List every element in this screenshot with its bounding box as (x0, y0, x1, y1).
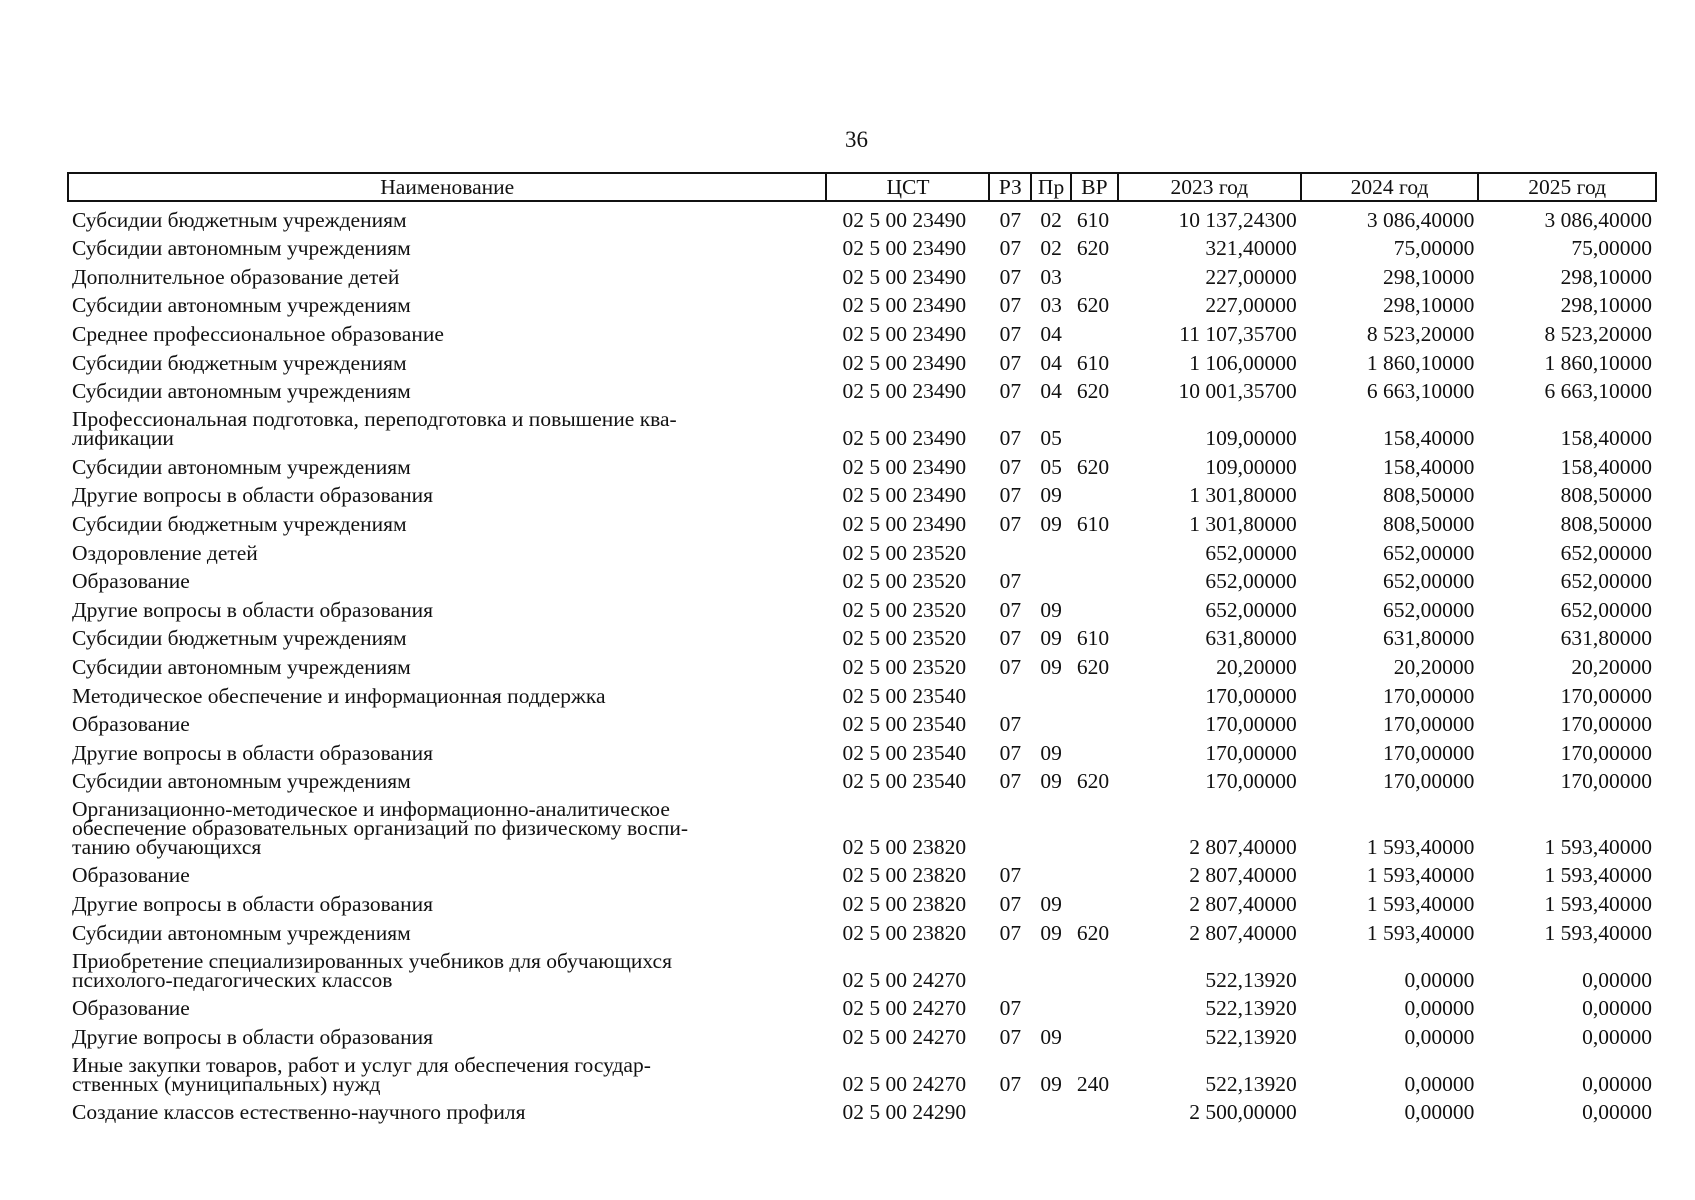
cell-vr: 620 (1076, 654, 1110, 679)
cell-vr: 620 (1076, 379, 1110, 404)
cell-2025: 0,00000 (1582, 967, 1652, 992)
cell-vr: 620 (1076, 769, 1110, 794)
cell-2023: 109,00000 (1205, 454, 1297, 479)
table-row (68, 706, 1656, 735)
cell-rz: 07 (999, 379, 1022, 404)
cell-pr: 09 (1040, 740, 1062, 765)
cell-pr (1031, 990, 1071, 1019)
cell-2023: 227,00000 (1205, 293, 1297, 318)
table-row (68, 1018, 1656, 1047)
cell-rz (989, 943, 1031, 990)
cell-name-line: Приобретение специализированных учебников для обучающихся (72, 948, 672, 973)
cell-vr: 610 (1076, 207, 1110, 232)
cell-cst: 02 5 00 23520 (842, 540, 967, 565)
cell-2025: 6 663,10000 (1544, 379, 1652, 404)
cell-cst: 02 5 00 23490 (842, 483, 967, 508)
cell-2024: 75,00000 (1393, 236, 1475, 261)
cell-2024: 1 593,40000 (1366, 863, 1475, 888)
cell-vr (1071, 1018, 1118, 1047)
cell-2023: 2 807,40000 (1189, 863, 1297, 888)
cell-vr: 610 (1076, 626, 1110, 651)
table-row (68, 734, 1656, 763)
cell-pr: 09 (1040, 597, 1062, 622)
cell-pr (1031, 943, 1071, 990)
cell-rz: 07 (999, 321, 1022, 346)
table-row (68, 287, 1656, 316)
table-row (68, 791, 1656, 857)
cell-rz: 07 (999, 1024, 1022, 1049)
cell-2024: 652,00000 (1382, 569, 1475, 594)
header-cst: ЦСТ (826, 173, 989, 201)
cell-name: Субсидии автономным учреждениям (72, 654, 411, 679)
cell-pr: 09 (1040, 920, 1062, 945)
table-row (68, 620, 1656, 649)
cell-2025: 298,10000 (1560, 293, 1652, 318)
cell-2023: 321,40000 (1205, 236, 1297, 261)
cell-name: Другие вопросы в области образования (72, 597, 433, 622)
cell-2025: 652,00000 (1560, 569, 1652, 594)
cell-name-line: Иные закупки товаров, работ и услуг для обеспечения государ- (72, 1052, 651, 1077)
cell-cst: 02 5 00 24270 (842, 996, 967, 1021)
table-row (68, 230, 1656, 259)
cell-pr (1031, 857, 1071, 886)
cell-rz: 07 (999, 712, 1022, 737)
cell-2024: 298,10000 (1382, 293, 1475, 318)
table-row (68, 763, 1656, 792)
header-2025: 2025 год (1478, 173, 1656, 201)
header-pr: Пр (1031, 173, 1071, 201)
cell-2025: 1 860,10000 (1544, 350, 1652, 375)
cell-name: Создание классов естественно-научного профиля (72, 1100, 526, 1125)
cell-vr (1071, 990, 1118, 1019)
cell-vr (1071, 401, 1118, 448)
cell-2024: 170,00000 (1382, 712, 1475, 737)
cell-2023: 652,00000 (1205, 597, 1297, 622)
cell-name: Среднее профессиональное образование (72, 321, 444, 346)
cell-2023: 170,00000 (1205, 740, 1297, 765)
cell-pr: 02 (1040, 207, 1062, 232)
cell-2025: 0,00000 (1582, 1024, 1652, 1049)
cell-rz: 07 (999, 920, 1022, 945)
cell-2024: 8 523,20000 (1366, 321, 1475, 346)
cell-vr (1071, 534, 1118, 563)
cell-cst: 02 5 00 23490 (842, 511, 967, 536)
cell-2023: 2 500,00000 (1189, 1100, 1297, 1125)
cell-vr (1071, 677, 1118, 706)
cell-pr: 04 (1040, 379, 1062, 404)
cell-vr: 610 (1076, 511, 1110, 536)
cell-pr: 05 (1040, 426, 1062, 451)
cell-cst: 02 5 00 23520 (842, 626, 967, 651)
cell-rz: 07 (999, 207, 1022, 232)
table-row (68, 401, 1656, 448)
cell-name: Методическое обеспечение и информационная поддержка (72, 683, 606, 708)
cell-rz (989, 534, 1031, 563)
cell-cst: 02 5 00 23490 (842, 321, 967, 346)
table-row (68, 448, 1656, 477)
cell-name-line: ственных (муниципальных) нужд (72, 1071, 381, 1096)
cell-2025: 631,80000 (1560, 626, 1652, 651)
cell-cst: 02 5 00 23540 (842, 769, 967, 794)
cell-2023: 170,00000 (1205, 769, 1297, 794)
cell-rz: 07 (999, 264, 1022, 289)
cell-name: Другие вопросы в области образования (72, 891, 433, 916)
cell-cst: 02 5 00 23490 (842, 350, 967, 375)
table-row (68, 914, 1656, 943)
cell-name: Субсидии бюджетным учреждениям (72, 511, 407, 536)
cell-rz: 07 (999, 769, 1022, 794)
cell-rz: 07 (999, 1071, 1022, 1096)
cell-name: Субсидии бюджетным учреждениям (72, 350, 407, 375)
cell-rz: 07 (999, 454, 1022, 479)
cell-2025: 298,10000 (1560, 264, 1652, 289)
cell-rz: 07 (999, 293, 1022, 318)
cell-cst: 02 5 00 23490 (842, 236, 967, 261)
cell-name (68, 1047, 826, 1094)
cell-pr (1031, 563, 1071, 592)
cell-rz: 07 (999, 511, 1022, 536)
cell-name: Образование (72, 996, 190, 1021)
cell-2025: 652,00000 (1560, 540, 1652, 565)
cell-2024: 1 593,40000 (1366, 891, 1475, 916)
cell-name-line: лификации (72, 426, 174, 451)
cell-2024: 631,80000 (1382, 626, 1475, 651)
cell-vr (1071, 315, 1118, 344)
cell-pr: 04 (1040, 321, 1062, 346)
cell-2024: 158,40000 (1382, 454, 1475, 479)
cell-2023: 2 807,40000 (1189, 834, 1297, 859)
table-row (68, 563, 1656, 592)
cell-name: Образование (72, 863, 190, 888)
cell-2024: 652,00000 (1382, 597, 1475, 622)
cell-2023: 1 106,00000 (1189, 350, 1297, 375)
header-2023: 2023 год (1118, 173, 1301, 201)
cell-name-line: танию обучающихся (72, 834, 262, 859)
cell-2023: 20,20000 (1216, 654, 1297, 679)
cell-name: Субсидии бюджетным учреждениям (72, 626, 407, 651)
cell-2025: 158,40000 (1560, 454, 1652, 479)
cell-name: Субсидии автономным учреждениям (72, 236, 411, 261)
cell-vr (1071, 706, 1118, 735)
cell-name (68, 791, 826, 857)
cell-2024: 158,40000 (1382, 426, 1475, 451)
cell-pr (1031, 706, 1071, 735)
cell-pr: 05 (1040, 454, 1062, 479)
cell-2024: 1 593,40000 (1366, 834, 1475, 859)
cell-pr: 09 (1040, 1071, 1062, 1096)
cell-pr: 09 (1040, 1024, 1062, 1049)
cell-2025: 20,20000 (1571, 654, 1652, 679)
table-row (68, 1047, 1656, 1094)
table-row (68, 943, 1656, 990)
cell-vr (1071, 563, 1118, 592)
cell-2023: 109,00000 (1205, 426, 1297, 451)
cell-rz: 07 (999, 236, 1022, 261)
cell-cst: 02 5 00 23490 (842, 454, 967, 479)
cell-rz: 07 (999, 863, 1022, 888)
cell-rz: 07 (999, 350, 1022, 375)
cell-pr: 09 (1040, 511, 1062, 536)
cell-2024: 298,10000 (1382, 264, 1475, 289)
cell-2023: 2 807,40000 (1189, 891, 1297, 916)
cell-cst: 02 5 00 23490 (842, 379, 967, 404)
cell-rz: 07 (999, 654, 1022, 679)
cell-pr (1031, 534, 1071, 563)
cell-2023: 1 301,80000 (1189, 483, 1297, 508)
cell-pr: 09 (1040, 654, 1062, 679)
cell-vr: 620 (1076, 920, 1110, 945)
table-row (68, 885, 1656, 914)
cell-vr (1071, 258, 1118, 287)
cell-name: Субсидии бюджетным учреждениям (72, 207, 407, 232)
cell-2024: 0,00000 (1404, 1071, 1475, 1096)
cell-cst: 02 5 00 23820 (842, 920, 967, 945)
cell-2025: 170,00000 (1560, 740, 1652, 765)
cell-vr (1071, 477, 1118, 506)
header-vr: ВР (1071, 173, 1118, 201)
cell-2024: 6 663,10000 (1366, 379, 1475, 404)
cell-2024: 1 593,40000 (1366, 920, 1475, 945)
cell-pr (1031, 1094, 1071, 1123)
cell-2025: 808,50000 (1560, 483, 1652, 508)
table-row (68, 201, 1656, 230)
cell-pr: 03 (1040, 264, 1062, 289)
cell-vr: 620 (1076, 454, 1110, 479)
table-row (68, 258, 1656, 287)
cell-cst: 02 5 00 23520 (842, 597, 967, 622)
cell-name-line: психолого-педагогических классов (72, 967, 393, 992)
header-2024: 2024 год (1301, 173, 1479, 201)
cell-2025: 1 593,40000 (1544, 920, 1652, 945)
cell-cst: 02 5 00 23490 (842, 426, 967, 451)
cell-rz: 07 (999, 996, 1022, 1021)
cell-2024: 0,00000 (1404, 1100, 1475, 1125)
cell-2024: 20,20000 (1393, 654, 1475, 679)
cell-2024: 3 086,40000 (1366, 207, 1475, 232)
cell-cst: 02 5 00 24290 (842, 1100, 967, 1125)
cell-2023: 522,13920 (1205, 1024, 1297, 1049)
cell-cst: 02 5 00 24270 (842, 1024, 967, 1049)
cell-name (68, 401, 826, 451)
cell-2025: 1 593,40000 (1544, 863, 1652, 888)
cell-2025: 1 593,40000 (1544, 891, 1652, 916)
cell-2024: 652,00000 (1382, 540, 1475, 565)
cell-pr (1031, 791, 1071, 857)
cell-pr (1031, 677, 1071, 706)
cell-name: Субсидии автономным учреждениям (72, 769, 411, 794)
cell-rz: 07 (999, 891, 1022, 916)
table-row (68, 990, 1656, 1019)
cell-2024: 808,50000 (1382, 511, 1475, 536)
table-row (68, 344, 1656, 373)
cell-name: Субсидии автономным учреждениям (72, 454, 411, 479)
table-row (68, 505, 1656, 534)
header-name: Наименование (68, 173, 826, 201)
page-number: 36 (845, 127, 868, 152)
cell-name: Другие вопросы в области образования (72, 1024, 433, 1049)
cell-2025: 75,00000 (1571, 236, 1652, 261)
table-row (68, 1094, 1656, 1123)
cell-rz: 07 (999, 483, 1022, 508)
cell-name: Образование (72, 569, 190, 594)
cell-2023: 170,00000 (1205, 683, 1297, 708)
table-row (68, 648, 1656, 677)
table-row (68, 857, 1656, 886)
table-row (68, 677, 1656, 706)
cell-pr: 03 (1040, 293, 1062, 318)
cell-rz (989, 1094, 1031, 1123)
cell-rz (989, 677, 1031, 706)
cell-vr: 610 (1076, 350, 1110, 375)
cell-2023: 652,00000 (1205, 540, 1297, 565)
table-row (68, 591, 1656, 620)
cell-name (68, 943, 826, 990)
cell-2025: 0,00000 (1582, 1100, 1652, 1125)
cell-name: Другие вопросы в области образования (72, 740, 433, 765)
cell-2023: 170,00000 (1205, 712, 1297, 737)
cell-rz: 07 (999, 597, 1022, 622)
cell-rz: 07 (999, 740, 1022, 765)
cell-cst: 02 5 00 23540 (842, 712, 967, 737)
cell-2024: 0,00000 (1404, 1024, 1475, 1049)
cell-cst: 02 5 00 23820 (842, 834, 967, 859)
cell-2025: 170,00000 (1560, 712, 1652, 737)
cell-2023: 227,00000 (1205, 264, 1297, 289)
cell-cst: 02 5 00 23540 (842, 683, 967, 708)
cell-2024: 170,00000 (1382, 740, 1475, 765)
cell-name: Субсидии автономным учреждениям (72, 920, 411, 945)
cell-rz: 07 (999, 626, 1022, 651)
cell-pr: 09 (1040, 891, 1062, 916)
cell-cst: 02 5 00 23820 (842, 891, 967, 916)
cell-pr: 09 (1040, 483, 1062, 508)
cell-name: Субсидии автономным учреждениям (72, 379, 411, 404)
cell-2025: 158,40000 (1560, 426, 1652, 451)
cell-name: Субсидии автономным учреждениям (72, 293, 411, 318)
cell-2024: 808,50000 (1382, 483, 1475, 508)
cell-name: Другие вопросы в области образования (72, 483, 433, 508)
cell-cst: 02 5 00 23520 (842, 569, 967, 594)
cell-2024: 0,00000 (1404, 967, 1475, 992)
cell-vr: 240 (1076, 1071, 1110, 1096)
cell-cst: 02 5 00 24270 (842, 967, 967, 992)
cell-2023: 1 301,80000 (1189, 511, 1297, 536)
cell-cst: 02 5 00 23490 (842, 293, 967, 318)
cell-2025: 652,00000 (1560, 597, 1652, 622)
cell-name: Дополнительное образование детей (72, 264, 400, 289)
cell-2024: 1 860,10000 (1366, 350, 1475, 375)
cell-rz: 07 (999, 569, 1022, 594)
cell-cst: 02 5 00 23520 (842, 654, 967, 679)
cell-2025: 0,00000 (1582, 1071, 1652, 1096)
table-header (68, 173, 1656, 201)
cell-cst: 02 5 00 23490 (842, 207, 967, 232)
cell-2023: 522,13920 (1205, 1071, 1297, 1096)
cell-2024: 170,00000 (1382, 683, 1475, 708)
cell-2023: 11 107,35700 (1179, 321, 1297, 346)
cell-2025: 808,50000 (1560, 511, 1652, 536)
cell-2023: 631,80000 (1205, 626, 1297, 651)
cell-2025: 170,00000 (1560, 769, 1652, 794)
cell-vr: 620 (1076, 236, 1110, 261)
cell-cst: 02 5 00 23540 (842, 740, 967, 765)
cell-vr (1071, 791, 1118, 857)
table-body (68, 201, 1656, 1125)
cell-vr: 620 (1076, 293, 1110, 318)
cell-2023: 10 137,24300 (1178, 207, 1297, 232)
cell-2025: 170,00000 (1560, 683, 1652, 708)
cell-name-line: Профессиональная подготовка, переподготовка и повышение ква- (72, 407, 677, 432)
cell-cst: 02 5 00 23820 (842, 863, 967, 888)
cell-2023: 652,00000 (1205, 569, 1297, 594)
budget-table (67, 172, 1657, 1125)
cell-pr: 04 (1040, 350, 1062, 375)
cell-2025: 0,00000 (1582, 996, 1652, 1021)
table-row (68, 477, 1656, 506)
cell-vr (1071, 885, 1118, 914)
cell-cst: 02 5 00 24270 (842, 1071, 967, 1096)
cell-2023: 10 001,35700 (1178, 379, 1297, 404)
cell-rz: 07 (999, 426, 1022, 451)
table-row (68, 373, 1656, 402)
cell-2024: 0,00000 (1404, 996, 1475, 1021)
cell-2023: 2 807,40000 (1189, 920, 1297, 945)
cell-cst: 02 5 00 23490 (842, 264, 967, 289)
table-row (68, 315, 1656, 344)
table-row (68, 534, 1656, 563)
cell-rz (989, 791, 1031, 857)
cell-2023: 522,13920 (1205, 967, 1297, 992)
cell-2023: 522,13920 (1205, 996, 1297, 1021)
cell-vr (1071, 591, 1118, 620)
cell-vr (1071, 734, 1118, 763)
cell-vr (1071, 857, 1118, 886)
cell-name: Образование (72, 712, 190, 737)
cell-2025: 1 593,40000 (1544, 834, 1652, 859)
cell-name: Оздоровление детей (72, 540, 258, 565)
cell-pr: 09 (1040, 626, 1062, 651)
cell-vr (1071, 1094, 1118, 1123)
cell-2025: 8 523,20000 (1544, 321, 1652, 346)
cell-vr (1071, 943, 1118, 990)
cell-2024: 170,00000 (1382, 769, 1475, 794)
header-rz: РЗ (989, 173, 1031, 201)
cell-pr: 09 (1040, 769, 1062, 794)
cell-name-line: обеспечение образовательных организаций по физическому воспи- (72, 815, 689, 840)
cell-name-line: Организационно-методическое и информационно-аналитическое (72, 796, 670, 821)
cell-2025: 3 086,40000 (1544, 207, 1652, 232)
cell-pr: 02 (1040, 236, 1062, 261)
